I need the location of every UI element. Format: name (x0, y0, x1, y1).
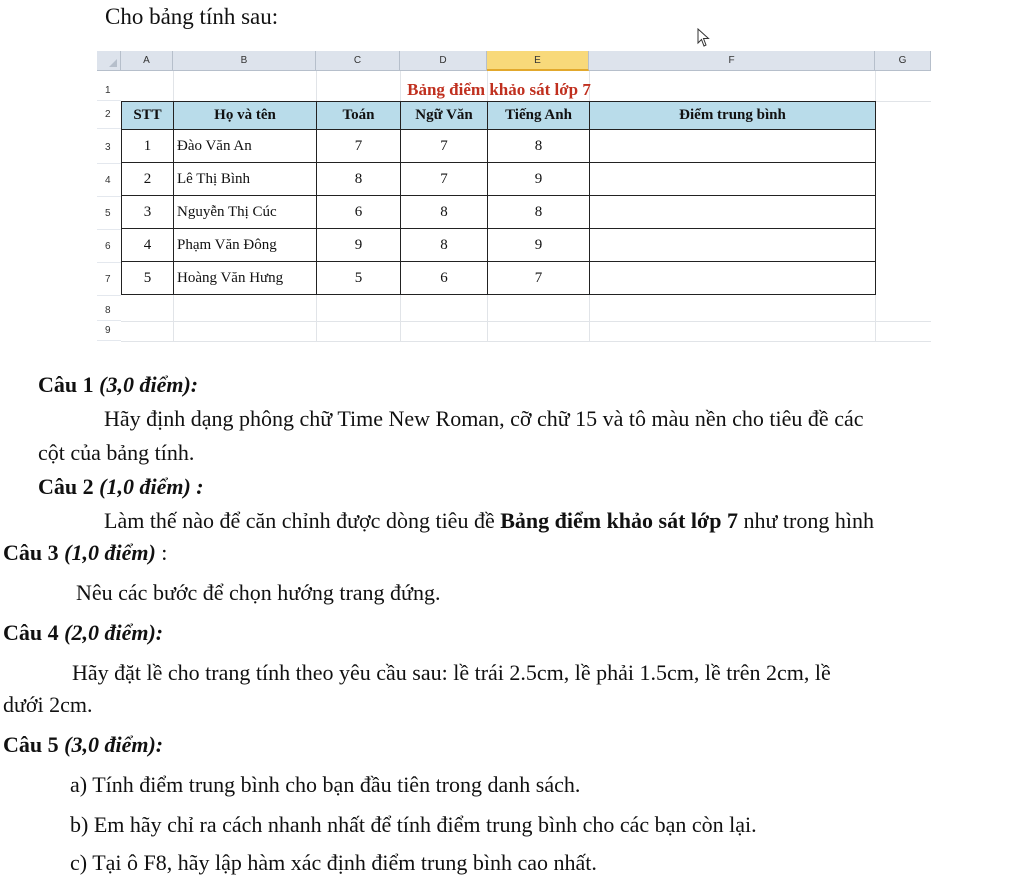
question-3-points: (1,0 điểm) (64, 540, 156, 565)
question-4-line-2: dưới 2cm. (3, 692, 93, 717)
question-5-points: (3,0 điểm): (64, 732, 164, 757)
row-header-1[interactable]: 1 (97, 81, 121, 101)
question-1-heading (38, 372, 198, 398)
question-2-prefix: Làm thế nào để căn chỉnh được dòng tiêu đề (104, 508, 501, 533)
header-stt[interactable]: STT (122, 102, 174, 130)
question-4-points: (2,0 điểm): (64, 620, 164, 645)
cell-stt[interactable]: 5 (122, 262, 174, 295)
cell-stt[interactable]: 3 (122, 196, 174, 229)
cell-average[interactable] (590, 163, 876, 196)
question-1-points: (3,0 điểm): (99, 372, 199, 397)
cell-literature[interactable]: 8 (401, 196, 488, 229)
header-math[interactable]: Toán (317, 102, 401, 130)
cell-literature[interactable]: 6 (401, 262, 488, 295)
question-4-label: Câu 4 (3, 620, 59, 645)
cell-name[interactable]: Lê Thị Bình (174, 163, 317, 196)
column-header-g[interactable]: G (875, 51, 931, 71)
column-header-d[interactable]: D (400, 51, 487, 71)
question-4-heading (3, 620, 163, 646)
select-all-corner[interactable] (97, 51, 121, 71)
column-header-a[interactable]: A (121, 51, 173, 71)
row-header-8[interactable]: 8 (97, 301, 121, 321)
cell-literature[interactable]: 8 (401, 229, 488, 262)
cell-name[interactable]: Phạm Văn Đông (174, 229, 317, 262)
cell-math[interactable]: 5 (317, 262, 401, 295)
cell-average[interactable] (590, 130, 876, 163)
question-5-c: c) Tại ô F8, hãy lập hàm xác định điểm trung bình cao nhất. (70, 850, 597, 875)
column-header-f[interactable]: F (589, 51, 875, 71)
table-row (122, 229, 876, 262)
question-3-label: Câu 3 (3, 540, 59, 565)
question-2-suffix: như trong hình (737, 508, 874, 533)
question-2-bold: Bảng điểm khảo sát lớp 7 (500, 508, 738, 533)
row-header-5[interactable]: 5 (97, 197, 121, 230)
question-3-colon: : (155, 540, 168, 565)
cell-english[interactable]: 7 (488, 262, 590, 295)
cell-average[interactable] (590, 262, 876, 295)
cell-average[interactable] (590, 196, 876, 229)
row-header-3[interactable]: 3 (97, 131, 121, 164)
cell-name[interactable]: Nguyễn Thị Cúc (174, 196, 317, 229)
cell-literature[interactable]: 7 (401, 163, 488, 196)
cell-average[interactable] (590, 229, 876, 262)
table-header-row (122, 102, 876, 130)
column-header-e[interactable]: E (487, 51, 589, 71)
table-row (122, 130, 876, 163)
question-2-points: (1,0 điểm) : (99, 474, 204, 499)
cell-english[interactable]: 9 (488, 163, 590, 196)
cell-english[interactable]: 9 (488, 229, 590, 262)
mouse-pointer-icon (697, 28, 711, 48)
question-4-line-1: Hãy đặt lề cho trang tính theo yêu cầu sau: lề trái 2.5cm, lề phải 1.5cm, lề trên 2cm, lề (72, 660, 831, 685)
question-1-line-1: Hãy định dạng phông chữ Time New Roman, cỡ chữ 15 và tô màu nền cho tiêu đề các (104, 406, 864, 431)
question-1-line-2: cột của bảng tính. (38, 440, 195, 465)
cell-math[interactable]: 7 (317, 130, 401, 163)
header-average[interactable]: Điểm trung bình (590, 102, 876, 130)
intro-text: Cho bảng tính sau: (105, 4, 279, 29)
question-2-text (104, 508, 874, 534)
column-header-c[interactable]: C (316, 51, 400, 71)
question-2-heading (38, 474, 204, 500)
question-1-label: Câu 1 (38, 372, 94, 397)
question-3-line-1: Nêu các bước để chọn hướng trang đứng. (76, 580, 441, 605)
row-header-9[interactable]: 9 (97, 321, 121, 341)
cell-math[interactable]: 8 (317, 163, 401, 196)
row-header-7[interactable]: 7 (97, 263, 121, 296)
cell-name[interactable]: Hoàng Văn Hưng (174, 262, 317, 295)
cell-stt[interactable]: 4 (122, 229, 174, 262)
header-english[interactable]: Tiếng Anh (488, 102, 590, 130)
column-header-b[interactable]: B (173, 51, 316, 71)
row-header-6[interactable]: 6 (97, 230, 121, 263)
spreadsheet (97, 51, 931, 342)
score-table (121, 101, 876, 295)
cell-english[interactable]: 8 (488, 130, 590, 163)
header-name[interactable]: Họ và tên (174, 102, 317, 130)
question-5-heading (3, 732, 163, 758)
cell-stt[interactable]: 2 (122, 163, 174, 196)
table-row (122, 262, 876, 295)
cell-math[interactable]: 9 (317, 229, 401, 262)
cell-english[interactable]: 8 (488, 196, 590, 229)
row-header-2[interactable]: 2 (97, 101, 121, 129)
cell-math[interactable]: 6 (317, 196, 401, 229)
table-row (122, 196, 876, 229)
question-3-heading (3, 540, 167, 566)
question-5-a: a) Tính điểm trung bình cho bạn đầu tiên trong danh sách. (70, 772, 581, 797)
table-row (122, 163, 876, 196)
sheet-title[interactable]: Bảng điểm khảo sát lớp 7 (407, 80, 591, 99)
cell-name[interactable]: Đào Văn An (174, 130, 317, 163)
question-5-b: b) Em hãy chỉ ra cách nhanh nhất để tính điểm trung bình cho các bạn còn lại. (70, 812, 757, 837)
header-literature[interactable]: Ngữ Văn (401, 102, 488, 130)
cell-literature[interactable]: 7 (401, 130, 488, 163)
row-header-4[interactable]: 4 (97, 164, 121, 197)
question-2-label: Câu 2 (38, 474, 94, 499)
cell-stt[interactable]: 1 (122, 130, 174, 163)
question-5-label: Câu 5 (3, 732, 59, 757)
